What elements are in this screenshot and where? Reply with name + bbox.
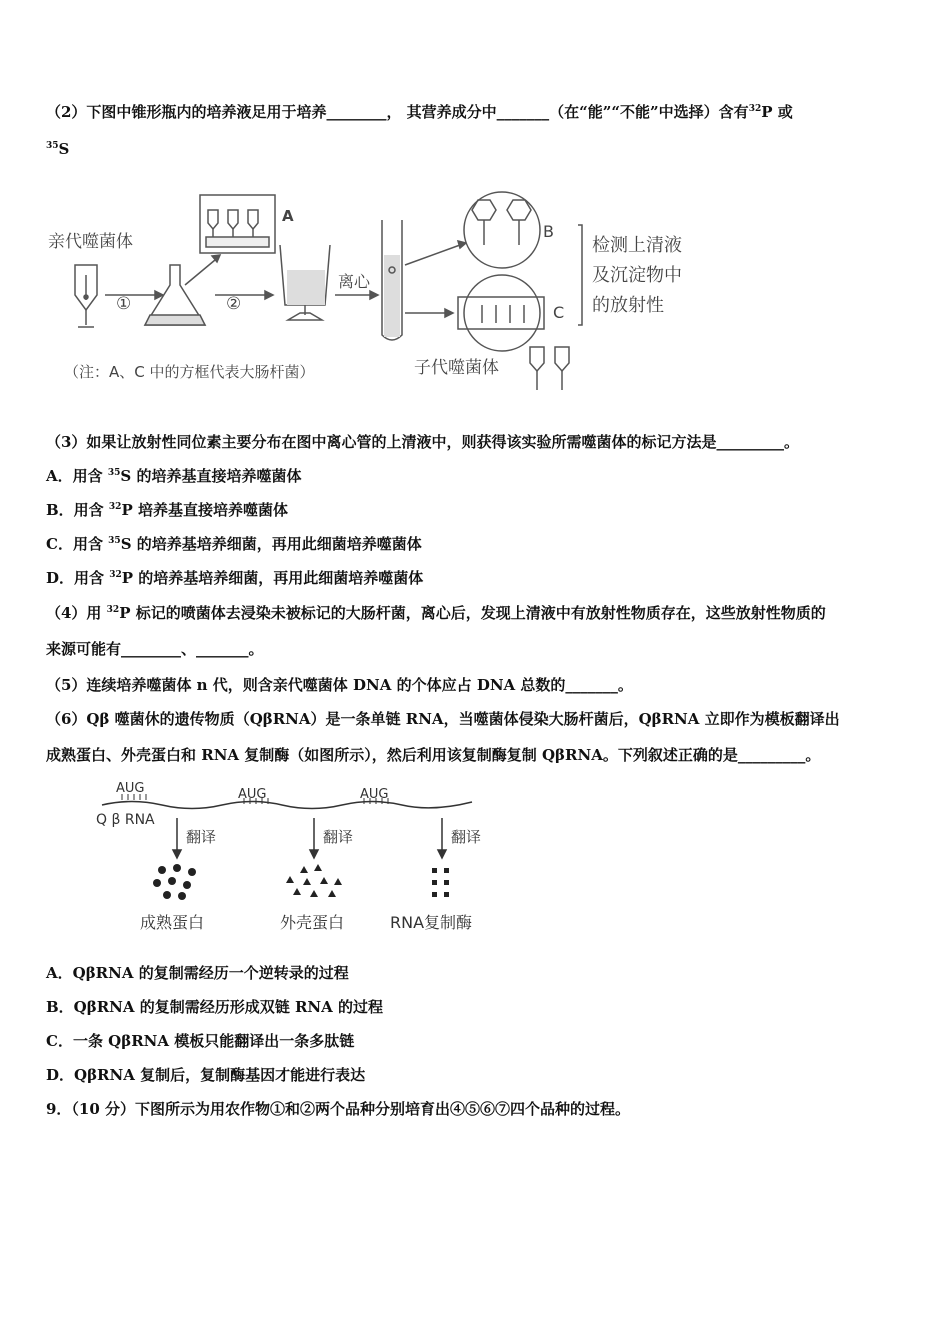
q4-isotope: 32 [106, 605, 120, 615]
q5-text: （5）连续培养噬菌体 n 代，则含亲代噬菌体 DNA 的个体应占 DNA 总数的_______。 [46, 676, 633, 694]
q3-b-text-2: P 培养基直接培养噬菌体 [121, 501, 288, 519]
aug-label-1: AUG [116, 781, 145, 796]
progeny-phage-icon [530, 347, 569, 390]
q9-text: 9．（10 分）下图所示为用农作物①和②两个品种分别培育出④⑤⑥⑦四个品种的过程。 [46, 1100, 631, 1118]
q3-a-text-2: S 的培养基直接培养噬菌体 [120, 467, 302, 485]
centrifuge-label: 离心 [338, 272, 371, 291]
q3-option-d[interactable] [46, 568, 906, 588]
translate-label-1: 翻译 [186, 828, 217, 846]
q6-option-d[interactable]: D．QβRNA 复制后，复制酶基因才能进行表达 [46, 1066, 366, 1084]
progeny-phage-label: 子代噬菌体 [414, 358, 499, 378]
q2-text-3: S [58, 140, 70, 158]
q3-c-text-2: S 的培养基培养细菌，再用此细菌培养噬菌体 [120, 535, 422, 553]
step-2-label: ② [226, 294, 242, 314]
q3-option-c[interactable] [46, 534, 906, 554]
q6-line2: 成熟蛋白、外壳蛋白和 RNA 复制酶（如图所示），然后利用该复制酶复制 QβRNA。下列叙述正确的是_________。 [46, 746, 821, 764]
q3-c-isotope: 35 [108, 536, 121, 546]
q3-a-text: A．用含 [46, 467, 108, 485]
translate-label-3: 翻译 [451, 828, 482, 846]
q3-d-text: D．用含 [46, 569, 110, 587]
aug-label-3: AUG [360, 787, 389, 802]
beaker-icon [280, 245, 330, 320]
q3-stem: （3）如果让放射性同位素主要分布在图中离心管的上清液中，则获得该实验所需噬菌体的标记方法是_________。 [46, 433, 799, 451]
q6-option-b[interactable]: B．QβRNA 的复制需经历形成双链 RNA 的过程 [46, 998, 384, 1016]
label-b: B [543, 222, 554, 241]
label-a: A [282, 207, 294, 225]
detect-line-1: 检测上清液 [592, 235, 682, 256]
q6-option-c[interactable]: C．一条 QβRNA 模板只能翻译出一条多肽链 [46, 1032, 355, 1050]
q3-a-isotope: 35 [107, 468, 121, 478]
q2-isotope-35: 35 [46, 141, 59, 151]
product-label-3: RNA复制酶 [390, 913, 473, 932]
translate-label-2: 翻译 [323, 828, 354, 846]
product-label-2: 外壳蛋白 [280, 913, 345, 932]
q3-c-text: C．用含 [46, 535, 109, 553]
q3-d-isotope: 32 [109, 570, 122, 580]
q4-line1 [46, 603, 906, 623]
detect-line-2: 及沉淀物中 [592, 265, 682, 286]
centrifuge-tube-icon [382, 220, 402, 340]
coat-protein-icon [286, 864, 342, 897]
q2-line2 [46, 139, 906, 159]
q2-isotope-32: 32 [748, 104, 762, 114]
parent-phage-icon [75, 265, 97, 327]
aug-label-2: AUG [238, 787, 267, 802]
rna-replicase-icon [432, 868, 449, 897]
q3-b-text: B．用含 [46, 501, 109, 519]
q2-line1 [46, 102, 906, 122]
label-c: C [553, 303, 565, 322]
q2-text: （2）下图中锥形瓶内的培养液足用于培养________， 其营养成分中_______（在“能”“不能”中选择）含有 [46, 103, 749, 121]
q6-option-a[interactable]: A．QβRNA 的复制需经历一个逆转录的过程 [46, 964, 349, 982]
circle-b-icon [464, 192, 540, 268]
q3-option-a[interactable] [46, 466, 906, 486]
q3-b-isotope: 32 [108, 502, 122, 512]
box-a-icon [200, 195, 275, 253]
qbeta-rna-label: Q β RNA [96, 812, 155, 828]
q2-text-2: P 或 [761, 103, 793, 121]
product-label-1: 成熟蛋白 [140, 913, 205, 932]
figure1-note: （注：A、C 中的方框代表大肠杆菌） [64, 363, 315, 381]
q3-option-b[interactable] [46, 500, 906, 520]
phage-experiment-figure [40, 185, 720, 400]
q6-line1: （6）Qβ 噬菌休的遗传物质（QβRNA）是一条单链 RNA，当噬菌体侵染大肠杆菌后，QβRNA 立即作为模板翻译出 [46, 710, 840, 728]
parent-phage-label: 亲代噬菌体 [48, 232, 133, 252]
q4-text: （4）用 [46, 604, 107, 622]
q4-line2: 来源可能有________、_______。 [46, 640, 264, 658]
step-1-label: ① [116, 294, 132, 314]
mature-protein-icon [153, 864, 196, 900]
detect-line-3: 的放射性 [592, 295, 664, 316]
qbeta-rna-figure [92, 780, 532, 945]
q4-text-2: P 标记的喷菌体去浸染未被标记的大肠杆菌，离心后，发现上清液中有放射性物质存在，这些放射性物质的 [119, 604, 826, 622]
circle-c-icon [458, 275, 544, 351]
q3-d-text-2: P 的培养基培养细菌，再用此细菌培养噬菌体 [121, 569, 424, 587]
